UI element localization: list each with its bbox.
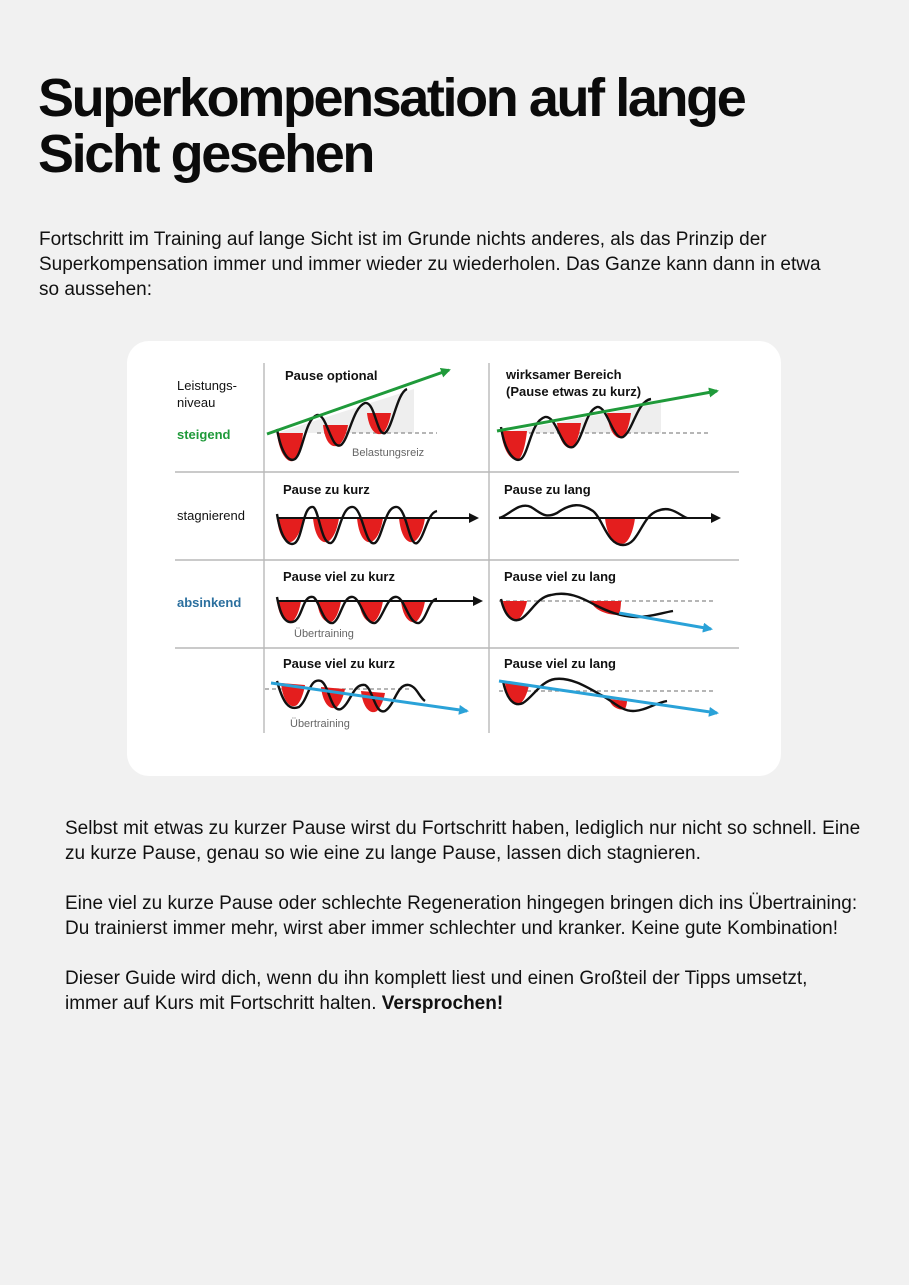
trend-arrow-down [619,613,711,629]
note-uebertraining-1: Übertraining [294,628,354,640]
row-label-axis-2: niveau [177,395,216,410]
load-fill [605,518,635,544]
load-fill [361,691,385,712]
caption-r2c1: Pause zu kurz [283,482,370,497]
supercompensation-diagram [127,341,781,776]
performance-curve [501,594,673,620]
panel-r3c2 [499,594,713,629]
row-label-stagnierend: stagnierend [177,508,245,523]
panel-r4c2 [499,679,717,713]
caption-r1c2-line1: wirksamer Bereich [506,367,622,382]
caption-r4c1: Pause viel zu kurz [283,656,395,671]
panel-r2c2 [499,505,719,545]
caption-r3c1: Pause viel zu kurz [283,569,395,584]
note-belastungsreiz: Belastungsreiz [352,447,425,459]
paragraph-3 [65,966,865,1016]
caption-r3c2: Pause viel zu lang [504,569,616,584]
paragraph-3-text: Dieser Guide wird dich, wenn du ihn komplett liest und einen Großteil der Tipps umsetzt, immer auf Kurs mit Fortschritt halten. [65,968,808,1014]
caption-r1c2-line2: (Pause etwas zu kurz) [506,384,642,399]
page-title: Superkompensation auf lange Sicht gesehen [38,68,745,184]
panel-r3c1 [277,597,481,623]
paragraph-3-emphasis: Versprochen! [381,993,504,1014]
caption-r4c2: Pause viel zu lang [504,656,616,671]
intro-paragraph: Fortschritt im Training auf lange Sicht ist im Grunde nichts anderes, als das Prinzip der Superkompensation immer und immer wieder zu wiederholen. Das Ganze kann dann in etwa so aussehen: [39,229,821,300]
caption-r1c1: Pause optional [285,368,378,383]
supercompensation-figure [127,341,781,776]
row-label-absinkend: absinkend [177,595,242,610]
panel-r1c2 [497,391,717,460]
performance-curve [499,505,687,545]
panel-r4c1 [265,681,467,713]
row-label-steigend: steigend [177,427,231,442]
body-text [65,816,865,1041]
row-label-axis-1: Leistungs- [177,378,237,393]
paragraph-2: Eine viel zu kurze Pause oder schlechte Regeneration hingegen bringen dich ins Übertraining: Du trainierst immer mehr, wirst aber immer schlechter und kranker. Keine gute Kombination! [65,893,858,939]
panel-r2c1 [277,507,477,544]
paragraph-1: Selbst mit etwas zu kurzer Pause wirst du Fortschritt haben, lediglich nur nicht so schnell. Eine zu kurze Pause, genau so wie eine zu lange Pause, lassen dich stagnieren. [65,818,861,864]
note-uebertraining-2: Übertraining [290,718,350,730]
caption-r2c2: Pause zu lang [504,482,591,497]
